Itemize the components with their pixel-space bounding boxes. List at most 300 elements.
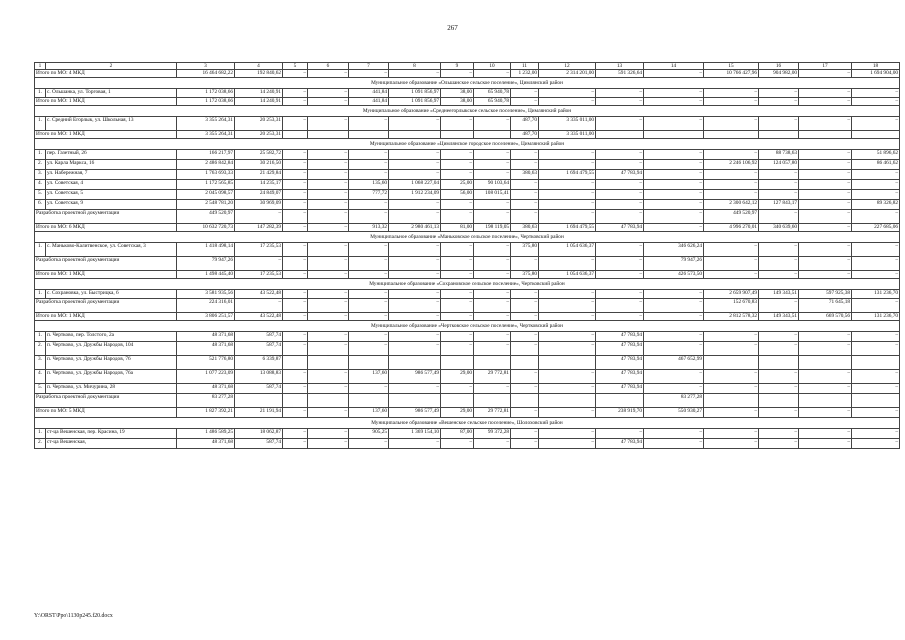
row-label: Итого по МО: 1 МКД (35, 312, 177, 320)
value-cell: 166 217,97 (177, 149, 235, 159)
value-cell (235, 393, 283, 407)
value-cell: – (852, 209, 900, 223)
value-cell: – (799, 189, 852, 199)
value-cell: 47 783,94 (596, 169, 644, 179)
value-cell: – (799, 149, 852, 159)
value-cell: – (799, 331, 852, 341)
value-cell: – (539, 383, 596, 393)
value-cell: – (759, 116, 799, 130)
value-cell: 90 103,64 (474, 179, 511, 189)
design-documentation-row (35, 209, 900, 223)
value-cell: – (644, 199, 704, 209)
value-cell: – (799, 243, 852, 257)
value-cell: – (283, 428, 308, 438)
value-cell: 449 520,97 (704, 209, 759, 223)
row-number: 5. (35, 383, 46, 393)
value-cell: 17 235,53 (235, 243, 283, 257)
value-cell: – (596, 97, 644, 105)
value-cell: 1 694 479,55 (539, 223, 596, 231)
value-cell: 2 314 201,00 (539, 70, 596, 78)
value-cell: – (349, 209, 389, 223)
value-cell: – (704, 169, 759, 179)
value-cell: – (539, 89, 596, 97)
value-cell: – (852, 189, 900, 199)
row-label: Итого по МО: 6 МКД (35, 223, 177, 231)
value-cell: – (389, 383, 441, 393)
value-cell: – (799, 369, 852, 383)
value-cell: – (283, 199, 308, 209)
value-cell: – (644, 169, 704, 179)
value-cell (389, 130, 441, 138)
value-cell: – (474, 312, 511, 320)
value-cell: – (283, 179, 308, 189)
value-cell: 905,25 (349, 428, 389, 438)
value-cell: – (511, 369, 539, 383)
value-cell: – (474, 383, 511, 393)
row-number: 2. (35, 159, 46, 169)
address-cell: ул. Советская, 9 (46, 199, 177, 209)
value-cell (389, 355, 441, 369)
value-cell: – (704, 438, 759, 448)
value-cell: 2 486 842,84 (177, 159, 235, 169)
value-cell: – (644, 149, 704, 159)
value-cell: – (349, 159, 389, 169)
value-cell: 1 827 392,21 (177, 407, 235, 417)
value-cell: – (308, 438, 349, 448)
value-cell: – (759, 428, 799, 438)
value-cell: – (474, 271, 511, 279)
value-cell: 380,63 (511, 223, 539, 231)
value-cell: – (539, 149, 596, 159)
value-cell: – (283, 369, 308, 383)
value-cell: 2 548 781,20 (177, 199, 235, 209)
value-cell: – (308, 290, 349, 298)
column-number: 2 (46, 63, 177, 70)
value-cell (759, 393, 799, 407)
value-cell: – (852, 116, 900, 130)
value-cell: – (852, 271, 900, 279)
value-cell: – (283, 312, 308, 320)
address-cell: ул. Набережная, 7 (46, 169, 177, 179)
value-cell (799, 393, 852, 407)
value-cell: – (539, 257, 596, 271)
value-cell: 986 577,49 (389, 407, 441, 417)
value-cell: 48 371,68 (177, 331, 235, 341)
value-cell: – (283, 271, 308, 279)
value-cell: – (644, 209, 704, 223)
value-cell: 1 172 038,66 (177, 97, 235, 105)
value-cell: – (235, 209, 283, 223)
value-cell: 587,74 (235, 331, 283, 341)
value-cell: – (349, 331, 389, 341)
value-cell: 87,00 (441, 428, 474, 438)
value-cell: – (852, 341, 900, 355)
building-row (35, 341, 900, 355)
value-cell: – (474, 341, 511, 355)
value-cell: – (349, 243, 389, 257)
value-cell: 17 235,53 (235, 271, 283, 279)
address-cell: п. Чертково, ул. Дружбы Народов, 104 (46, 341, 177, 355)
value-cell: – (441, 331, 474, 341)
value-cell (704, 355, 759, 369)
value-cell: 29,00 (441, 407, 474, 417)
footer-file-path: Y:\ORST\Ppo\1130p245.f20.docx (34, 613, 113, 619)
value-cell: 441,84 (349, 89, 389, 97)
value-cell: – (511, 407, 539, 417)
value-cell: – (308, 257, 349, 271)
value-cell: – (704, 341, 759, 355)
section-title: Муниципальное образование «Чертковское сельское поселение», Чертковский район (35, 320, 900, 331)
row-number: 2. (35, 438, 46, 448)
value-cell (283, 355, 308, 369)
value-cell: – (759, 438, 799, 448)
total-row (35, 312, 900, 320)
value-cell: – (349, 169, 389, 179)
value-cell: 3 355 264,31 (177, 116, 235, 130)
row-number: 1. (35, 290, 46, 298)
value-cell: – (759, 383, 799, 393)
value-cell: 238 919,70 (596, 407, 644, 417)
address-cell: с. Средний Егорлык, ул. Школьная, 13 (46, 116, 177, 130)
value-cell: – (596, 149, 644, 159)
value-cell: 224 316,01 (177, 298, 235, 312)
building-row (35, 243, 900, 257)
value-cell: – (759, 179, 799, 189)
value-cell (759, 355, 799, 369)
total-row (35, 97, 900, 105)
value-cell (349, 393, 389, 407)
value-cell: – (441, 243, 474, 257)
value-cell: 227 685,06 (852, 223, 900, 231)
value-cell: – (759, 271, 799, 279)
building-row (35, 179, 900, 189)
value-cell: 131 236,70 (852, 312, 900, 320)
value-cell: – (283, 189, 308, 199)
value-cell: – (283, 97, 308, 105)
value-cell: – (759, 257, 799, 271)
value-cell: – (474, 209, 511, 223)
value-cell: – (596, 199, 644, 209)
row-label: Разработка проектной документации (35, 393, 177, 407)
value-cell: – (474, 199, 511, 209)
value-cell: – (349, 383, 389, 393)
value-cell: 71 645,18 (799, 298, 852, 312)
value-cell: – (283, 257, 308, 271)
value-cell (759, 130, 799, 138)
value-cell: 467 652,99 (644, 355, 704, 369)
row-label: Итого по МО: 1 МКД (35, 97, 177, 105)
value-cell: – (511, 383, 539, 393)
value-cell: 48 371,68 (177, 383, 235, 393)
row-label: Разработка проектной документации (35, 298, 177, 312)
value-cell: – (644, 159, 704, 169)
value-cell: – (799, 257, 852, 271)
section-title: Муниципальное образование «Сохрановское сельское поселение», Чертковский район (35, 279, 900, 290)
value-cell: 147 282,39 (235, 223, 283, 231)
value-cell: – (644, 97, 704, 105)
value-cell: – (308, 89, 349, 97)
municipality-section-row (35, 138, 900, 149)
value-cell: – (511, 428, 539, 438)
value-cell: – (852, 169, 900, 179)
value-cell: – (852, 179, 900, 189)
value-cell: – (759, 369, 799, 383)
value-cell: 4 996 270,01 (704, 223, 759, 231)
column-number: 11 (511, 63, 539, 70)
value-cell: 380,63 (511, 169, 539, 179)
address-cell: ул. Советская, 4 (46, 179, 177, 189)
address-cell: п. Чертково, пер. Толстого, 2а (46, 331, 177, 341)
column-number: 3 (177, 63, 235, 70)
value-cell: – (441, 169, 474, 179)
value-cell: – (852, 257, 900, 271)
value-cell (474, 355, 511, 369)
value-cell: – (389, 116, 441, 130)
value-cell: – (539, 312, 596, 320)
address-cell: ул. Карла Маркса, 16 (46, 159, 177, 169)
row-number: 2. (35, 341, 46, 355)
value-cell: – (596, 89, 644, 97)
page-number: 267 (447, 24, 458, 32)
building-row (35, 355, 900, 369)
value-cell: – (759, 209, 799, 223)
value-cell: 1 172 038,66 (177, 89, 235, 97)
value-cell: – (539, 438, 596, 448)
value-cell: – (389, 70, 441, 78)
value-cell: 986 577,49 (389, 369, 441, 383)
value-cell: – (799, 223, 852, 231)
value-cell: – (852, 438, 900, 448)
value-cell: – (759, 189, 799, 199)
value-cell (441, 393, 474, 407)
value-cell: – (704, 89, 759, 97)
value-cell: 137,60 (349, 407, 389, 417)
value-cell: 591 326,64 (596, 70, 644, 78)
value-cell: 1 091 856,97 (389, 89, 441, 97)
value-cell: 449 520,97 (177, 209, 235, 223)
value-cell: – (441, 70, 474, 78)
value-cell: – (308, 97, 349, 105)
value-cell: – (474, 149, 511, 159)
value-cell: – (283, 159, 308, 169)
value-cell: – (799, 97, 852, 105)
municipality-section-row (35, 320, 900, 331)
value-cell: 13 088,83 (235, 369, 283, 383)
value-cell: – (389, 341, 441, 355)
row-label: Итого по МО: 1 МКД (35, 130, 177, 138)
value-cell: – (441, 159, 474, 169)
value-cell: 10 766 427,96 (704, 70, 759, 78)
value-cell: – (389, 257, 441, 271)
value-cell: – (283, 116, 308, 130)
section-title: Муниципальное образование «Маньковское сельское поселение», Чертковский район (35, 232, 900, 243)
address-cell: с. Маньково-Калитвенское, ул. Советская, 3 (46, 243, 177, 257)
value-cell: 1 054 636,37 (539, 271, 596, 279)
value-cell (511, 355, 539, 369)
column-number: 17 (799, 63, 852, 70)
value-cell: – (644, 341, 704, 355)
value-cell: – (283, 298, 308, 312)
value-cell: 48 371,68 (177, 341, 235, 355)
value-cell: – (704, 369, 759, 383)
value-cell: – (283, 383, 308, 393)
value-cell: – (474, 116, 511, 130)
value-cell: – (474, 438, 511, 448)
building-row (35, 116, 900, 130)
value-cell: – (799, 341, 852, 355)
value-cell: 426 573,50 (644, 271, 704, 279)
value-cell: – (308, 407, 349, 417)
value-cell (511, 393, 539, 407)
value-cell: 152 670,83 (704, 298, 759, 312)
value-cell: – (511, 159, 539, 169)
value-cell: – (704, 428, 759, 438)
value-cell: – (349, 298, 389, 312)
value-cell: – (799, 383, 852, 393)
value-cell: 21 429,84 (235, 169, 283, 179)
value-cell: – (441, 438, 474, 448)
value-cell: – (759, 89, 799, 97)
row-number: 1. (35, 243, 46, 257)
value-cell: – (799, 271, 852, 279)
value-cell: – (539, 209, 596, 223)
value-cell: – (704, 149, 759, 159)
value-cell: 904 982,00 (759, 70, 799, 78)
value-cell: – (511, 290, 539, 298)
building-row (35, 149, 900, 159)
value-cell: – (308, 189, 349, 199)
value-cell: – (283, 290, 308, 298)
value-cell: 1 498 445,40 (177, 271, 235, 279)
value-cell: 3 335 011,00 (539, 130, 596, 138)
value-cell: 198 119,05 (474, 223, 511, 231)
value-cell: 6 339,87 (235, 355, 283, 369)
value-cell (539, 355, 596, 369)
column-number: 13 (596, 63, 644, 70)
row-number: 5. (35, 189, 46, 199)
value-cell: – (511, 209, 539, 223)
value-cell: – (644, 290, 704, 298)
value-cell (441, 130, 474, 138)
column-number: 10 (474, 63, 511, 70)
column-number: 12 (539, 63, 596, 70)
value-cell: – (474, 159, 511, 169)
value-cell: 47 783,94 (596, 383, 644, 393)
value-cell: 88 738,63 (759, 149, 799, 159)
value-cell: – (539, 407, 596, 417)
value-cell: – (644, 312, 704, 320)
building-row (35, 89, 900, 97)
value-cell: 24 849,07 (235, 189, 283, 199)
value-cell: – (283, 169, 308, 179)
value-cell: – (704, 383, 759, 393)
value-cell: – (644, 189, 704, 199)
value-cell: – (539, 298, 596, 312)
value-cell: – (852, 331, 900, 341)
value-cell: 375,80 (511, 243, 539, 257)
value-cell: – (308, 428, 349, 438)
value-cell: – (704, 97, 759, 105)
value-cell: – (644, 369, 704, 383)
value-cell: – (704, 407, 759, 417)
total-row (35, 130, 900, 138)
value-cell: 108 015,41 (474, 189, 511, 199)
value-cell (308, 355, 349, 369)
value-cell: – (596, 428, 644, 438)
value-cell: – (283, 70, 308, 78)
value-cell: – (539, 189, 596, 199)
value-cell: – (596, 298, 644, 312)
value-cell: – (704, 243, 759, 257)
value-cell: – (511, 331, 539, 341)
value-cell (799, 355, 852, 369)
value-cell: – (235, 298, 283, 312)
value-cell: – (539, 97, 596, 105)
row-number: 3. (35, 355, 46, 369)
building-row (35, 383, 900, 393)
value-cell: 597 925,38 (799, 290, 852, 298)
value-cell: 25,00 (441, 179, 474, 189)
value-cell (349, 130, 389, 138)
column-number: 16 (759, 63, 799, 70)
value-cell: – (596, 189, 644, 199)
value-cell: – (511, 341, 539, 355)
value-cell: 38,00 (441, 97, 474, 105)
value-cell: 10 632 720,73 (177, 223, 235, 231)
value-cell: – (308, 223, 349, 231)
value-cell: – (283, 149, 308, 159)
value-cell (441, 355, 474, 369)
value-cell: 20 253,31 (235, 130, 283, 138)
value-cell: – (799, 199, 852, 209)
value-cell: 587,74 (235, 438, 283, 448)
column-number: 18 (852, 63, 900, 70)
value-cell: – (308, 179, 349, 189)
value-cell: – (389, 298, 441, 312)
value-cell: – (308, 312, 349, 320)
value-cell: – (704, 257, 759, 271)
value-cell: – (441, 116, 474, 130)
value-cell: – (441, 199, 474, 209)
value-cell (389, 393, 441, 407)
value-cell: – (349, 257, 389, 271)
value-cell: – (474, 243, 511, 257)
column-number: 6 (308, 63, 349, 70)
value-cell: – (308, 199, 349, 209)
municipality-section-row (35, 417, 900, 428)
value-cell: 149 343,51 (759, 312, 799, 320)
value-cell: 2 300 642,12 (704, 199, 759, 209)
value-cell: – (511, 189, 539, 199)
column-number: 5 (283, 63, 308, 70)
total-row (35, 70, 900, 78)
value-cell: 14 235,17 (235, 179, 283, 189)
value-cell (539, 393, 596, 407)
value-cell: – (474, 169, 511, 179)
row-label: Разработка проектной документации (35, 257, 177, 271)
value-cell: 47 783,94 (596, 369, 644, 383)
value-cell: 1 054 636,37 (539, 243, 596, 257)
column-number: 7 (349, 63, 389, 70)
value-cell: 149 343,51 (759, 290, 799, 298)
value-cell: – (799, 116, 852, 130)
address-cell: ст-ца Вешенская, (46, 438, 177, 448)
value-cell: 777,72 (349, 189, 389, 199)
row-number: 4. (35, 369, 46, 383)
building-row (35, 159, 900, 169)
value-cell: 587,74 (235, 383, 283, 393)
value-cell: – (644, 438, 704, 448)
